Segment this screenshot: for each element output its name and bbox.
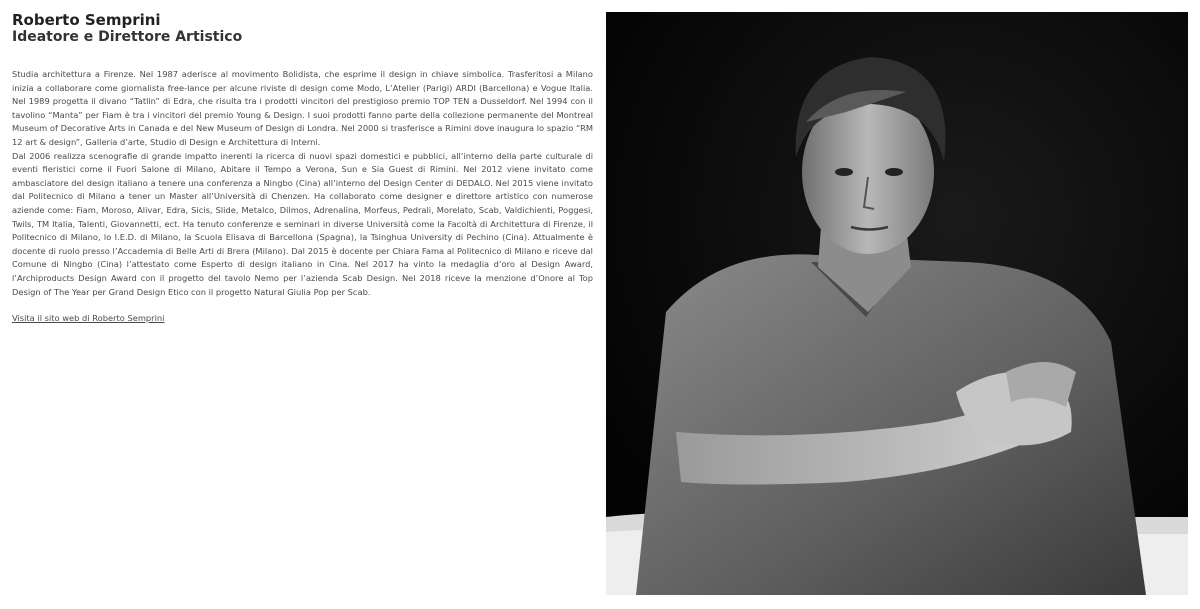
portrait-photo	[606, 12, 1188, 595]
portrait-illustration	[606, 12, 1188, 595]
biography	[12, 68, 593, 299]
website-link[interactable]: Visita il sito web di Roberto Semprini	[12, 313, 165, 324]
person-role: Ideatore e Direttore Artistico	[12, 29, 243, 45]
bio-column	[12, 11, 593, 325]
bio-paragraph-2: Dal 2006 realizza scenografie di grande impatto inerenti la ricerca di nuovi spazi domestici e pubblici, all’interno della parte culturale di eventi fieristici come il Fuori Salone di Milano, Abitare il Tempo a Verona, Sun e Sia Guest di Rimini. Nel 2012 viene invitato come ambasciatore del design italiano a tenere una conferenza a Ningbo (Cina) all’interno del Design Center di DEDALO. Nel 2015 viene invitato dal Politecnico di Milano a tener un Master all’Università di Chenzen. Ha collaborato come designer e direttore artistico con numerose aziende come: Fiam, Moroso, Alivar, Edra, Sicis, Slide, Metalco, Dilmos, Adrenalina, Morfeus, Pedrali, Morelato, Scab, Valdichienti, Poggesi, Twils, TM Italia, Talenti, Giovannetti, ect. Ha tenuto conferenze e seminari in diverse Università come la Facoltà di Architettura di Firenze, il Politecnico di Milano, lo I.E.D. di Milano, la Scuola Elisava di Barcellona (Spagna), la Tsinghua University di Pechino (Cina). Attualmente è docente di ruolo presso l’Accademia di Belle Arti di Brera (Milano). Dal 2015 è docente per Chiara Fama al Politecnico di Milano e riceve dal Comune di Ningbo (Cina) l’attestato come Esperto di design italiano in Cina. Nel 2017 ha vinto la medaglia d’oro al Design Award, l’Archiproducts Design Award con il progetto del tavolo Nemo per l’azienda Scab Design. Nel 2018 riceve la menzione d’Onore al Top Design of The Year per Grand Design Etico con il progetto Natural Giulia Pop per Scab.	[12, 150, 593, 297]
bio-paragraph-1: Studia architettura a Firenze. Nel 1987 aderisce al movimento Bolidista, che esprime il design in chiave simbolica. Trasferitosi a Milano inizia a collaborare come giornalista free-lance per alcune riviste di design come Modo, L’Atelier (Parigi) ARDI (Barcellona) e Vogue Italia. Nel 1989 progetta il divano “Tatlin” di Edra, che risulta tra i prodotti vincitori del prestigioso premio TOP TEN a Dusseldorf. Nel 1994 con il tavolino “Manta” per Fiam è tra i vincitori del premio Young & Design. I suoi prodotti fanno parte della collezione permanente del Montreal Museum of Decorative Arts in Canada e del New Museum of Design di Londra. Nel 2000 si trasferisce a Rimini dove inaugura lo spazio “RM 12 art & design”, Galleria d’arte, Studio di Design e Architettura di Interni.	[12, 69, 593, 147]
person-name: Roberto Semprini	[12, 11, 161, 29]
